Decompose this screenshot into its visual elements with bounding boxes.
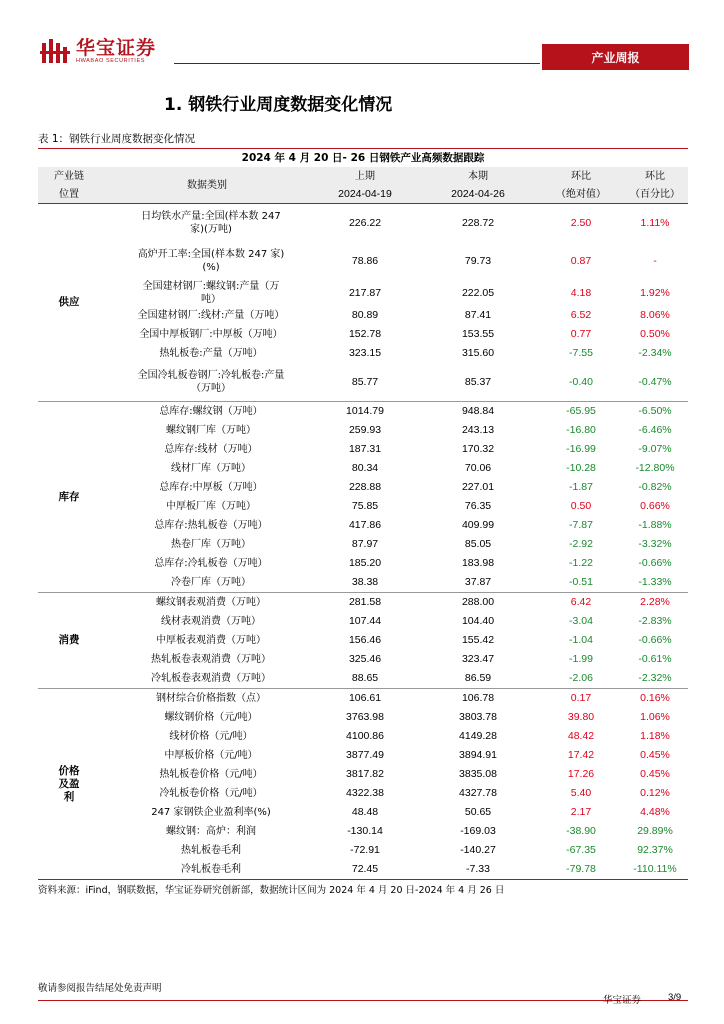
row-pct-change: 0.16% — [640, 692, 670, 704]
row-curr-value: 183.98 — [461, 557, 495, 569]
row-pct-change: 0.66% — [640, 500, 670, 512]
footer-divider — [38, 1000, 688, 1001]
row-curr-value: 86.59 — [416, 669, 540, 689]
row-abs-change: -38.90 — [566, 825, 596, 837]
row-item-label: 热卷厂库（万吨） — [171, 539, 251, 550]
row-abs-change: -65.95 — [566, 405, 596, 417]
table-row — [38, 784, 688, 803]
table-row — [38, 860, 688, 880]
row-prev-value: 72.45 — [314, 860, 416, 880]
table-row — [38, 708, 688, 727]
table-row — [38, 727, 688, 746]
header-curr: 本期 — [416, 167, 540, 185]
row-pct-change: -6.46% — [638, 424, 672, 436]
row-item-label: 中厚板价格（元/吨） — [164, 750, 258, 761]
row-abs-change: 2.50 — [570, 216, 592, 229]
group-label: 库存 — [38, 402, 100, 593]
row-pct-change: -3.32% — [638, 538, 672, 550]
table-row — [38, 440, 688, 459]
row-pct-change: -2.32% — [622, 669, 688, 689]
row-prev-value: 187.31 — [348, 443, 382, 455]
row-abs-change: 2.17 — [570, 806, 592, 818]
row-item-label: 热轧板卷价格（元/吨） — [159, 769, 263, 780]
row-item-label: 中厚板厂库（万吨） — [166, 501, 256, 512]
row-abs-change: 0.77 — [570, 328, 592, 340]
row-item-label: 全国中厚板钢厂:中厚板（万吨） — [139, 329, 283, 340]
row-curr-value: 79.73 — [464, 254, 492, 267]
row-prev-value: 323.15 — [348, 347, 382, 359]
row-pct-change: 1.06% — [640, 711, 670, 723]
table-row — [38, 822, 688, 841]
row-item-label: 冷卷厂库（万吨） — [100, 573, 314, 593]
row-pct-change: -9.07% — [638, 443, 672, 455]
row-abs-change: -7.87 — [569, 519, 593, 531]
row-item-label: 线材厂库（万吨） — [171, 463, 251, 474]
table-row — [38, 631, 688, 650]
header-category: 数据类别 — [100, 167, 314, 204]
row-item-label: 总库存:螺纹钢（万吨） — [159, 406, 263, 417]
row-curr-value: 3894.91 — [459, 749, 497, 761]
row-item-label: 中厚板表观消费（万吨） — [156, 635, 266, 646]
row-item-label: 日均铁水产量:全国(样本数 247 家)(万吨) — [141, 211, 281, 235]
group-label: 消费 — [38, 593, 100, 689]
row-prev-value: 3763.98 — [346, 711, 384, 723]
row-abs-change: 48.42 — [567, 730, 595, 742]
row-abs-change: 6.42 — [570, 596, 592, 608]
logo-cn: 华宝证券 — [76, 36, 157, 59]
row-abs-change: -2.06 — [540, 669, 622, 689]
row-curr-value: 76.35 — [464, 500, 492, 512]
row-prev-value: 152.78 — [348, 328, 382, 340]
row-pct-change: -1.33% — [622, 573, 688, 593]
row-prev-value: 3877.49 — [346, 749, 384, 761]
row-curr-value: 3803.78 — [459, 711, 497, 723]
row-abs-change: 0.50 — [570, 500, 592, 512]
row-item-label: 总库存:线材（万吨） — [164, 444, 258, 455]
row-curr-value: 3835.08 — [459, 768, 497, 780]
row-curr-value: 153.55 — [461, 328, 495, 340]
row-pct-change: -2.34% — [638, 347, 672, 359]
row-pct-change: - — [653, 254, 657, 267]
row-curr-value: 288.00 — [461, 596, 495, 608]
row-abs-change: -1.99 — [569, 653, 593, 665]
report-type-badge: 产业周报 — [542, 44, 689, 70]
row-pct-change: -110.11% — [622, 860, 688, 880]
row-pct-change: 8.06% — [640, 309, 670, 321]
steel-data-table — [38, 148, 688, 880]
row-pct-change: -2.83% — [638, 615, 672, 627]
row-prev-value: 80.34 — [351, 462, 379, 474]
row-curr-value: 4327.78 — [459, 787, 497, 799]
row-abs-change: -7.55 — [569, 347, 593, 359]
row-prev-value: 106.61 — [348, 692, 382, 704]
table-row — [38, 204, 688, 243]
table-row — [38, 242, 688, 280]
header-divider — [174, 63, 540, 64]
row-prev-value: 107.44 — [348, 615, 382, 627]
row-pct-change: 2.28% — [640, 596, 670, 608]
row-prev-value: 4322.38 — [346, 787, 384, 799]
row-prev-value: 185.20 — [348, 557, 382, 569]
group-label: 价格及盈利 — [38, 689, 100, 880]
table-row — [38, 746, 688, 765]
row-item-label: 总库存:热轧板卷（万吨） — [154, 520, 268, 531]
row-curr-value: 170.32 — [461, 443, 495, 455]
row-abs-change: 0.17 — [570, 692, 592, 704]
row-pct-change: -0.82% — [638, 481, 672, 493]
row-item-label: 冷轧板卷毛利 — [100, 860, 314, 880]
row-curr-value: -169.03 — [460, 825, 496, 837]
table-row — [38, 593, 688, 613]
row-prev-value: 281.58 — [348, 596, 382, 608]
row-curr-value: 50.65 — [464, 806, 492, 818]
header-prev-date: 2024-04-19 — [314, 185, 416, 204]
row-abs-change: -0.51 — [540, 573, 622, 593]
row-curr-value: 948.84 — [461, 405, 495, 417]
row-item-label: 螺纹钢表观消费（万吨） — [156, 597, 266, 608]
row-pct-change: 0.45% — [640, 749, 670, 761]
row-item-label: 线材表观消费（万吨） — [161, 616, 261, 627]
row-item-label: 螺纹钢价格（元/吨） — [164, 712, 258, 723]
row-curr-value: 228.72 — [461, 216, 495, 229]
row-prev-value: -72.91 — [350, 844, 380, 856]
row-item-label: 高炉开工率:全国(样本数 247 家)(%) — [137, 249, 285, 273]
row-prev-value: 85.77 — [314, 363, 416, 402]
row-pct-change: -12.80% — [635, 462, 675, 474]
row-item-label: 全国建材钢厂:线材:产量（万吨） — [137, 310, 285, 321]
table-row — [38, 344, 688, 363]
table-row — [38, 459, 688, 478]
header-chain: 产业链 — [38, 167, 100, 185]
group-label: 供应 — [38, 204, 100, 402]
row-item-label: 247 家钢铁企业盈利率(%) — [151, 807, 271, 818]
row-pct-change: 0.50% — [640, 328, 670, 340]
table-caption: 表 1：钢铁行业周度数据变化情况 — [38, 133, 196, 145]
row-prev-value: 3817.82 — [346, 768, 384, 780]
row-item-label: 螺纹钢厂库（万吨） — [166, 425, 256, 436]
table-row — [38, 689, 688, 709]
table-row — [38, 363, 688, 402]
row-item-label: 热轧板卷表观消费（万吨） — [151, 654, 271, 665]
row-abs-change: -16.99 — [566, 443, 596, 455]
row-abs-change: -10.28 — [566, 462, 596, 474]
table-row — [38, 306, 688, 325]
row-curr-value: 37.87 — [416, 573, 540, 593]
row-curr-value: 85.05 — [464, 538, 492, 550]
row-curr-value: 227.01 — [461, 481, 495, 493]
row-curr-value: 323.47 — [461, 653, 495, 665]
row-item-label: 钢材综合价格指数（点） — [156, 693, 266, 704]
row-abs-change: -1.04 — [569, 634, 593, 646]
row-pct-change: 29.89% — [637, 825, 673, 837]
table-row — [38, 650, 688, 669]
row-abs-change: -1.22 — [569, 557, 593, 569]
row-prev-value: 259.93 — [348, 424, 382, 436]
row-curr-value: 155.42 — [461, 634, 495, 646]
row-pct-change: 0.12% — [640, 787, 670, 799]
row-abs-change: 5.40 — [570, 787, 592, 799]
row-abs-change: 6.52 — [570, 309, 592, 321]
table-row — [38, 669, 688, 689]
row-abs-change: 0.87 — [570, 254, 592, 267]
row-prev-value: 38.38 — [314, 573, 416, 593]
table-row — [38, 573, 688, 593]
row-prev-value: 48.48 — [351, 806, 379, 818]
row-pct-change: 1.11% — [640, 216, 670, 229]
row-item-label: 全国建材钢厂:螺纹钢:产量（万吨） — [142, 281, 280, 305]
table-row — [38, 478, 688, 497]
row-pct-change: -6.50% — [638, 405, 672, 417]
header-curr-date: 2024-04-26 — [416, 185, 540, 204]
table-row — [38, 497, 688, 516]
row-curr-value: 222.05 — [461, 286, 495, 299]
row-curr-value: 106.78 — [461, 692, 495, 704]
row-pct-change: -0.66% — [638, 634, 672, 646]
table-row — [38, 803, 688, 822]
row-abs-change: -2.92 — [569, 538, 593, 550]
row-prev-value: -130.14 — [347, 825, 383, 837]
row-pct-change: 92.37% — [637, 844, 673, 856]
logo-en: HWABAO SECURITIES — [76, 57, 145, 64]
row-pct-change: -1.88% — [638, 519, 672, 531]
header-prev: 上期 — [314, 167, 416, 185]
section-title: 1. 钢铁行业周度数据变化情况 — [164, 95, 393, 115]
row-abs-change: -67.35 — [566, 844, 596, 856]
row-item-label: 热轧板卷:产量（万吨） — [159, 348, 263, 359]
row-pct-change: 0.45% — [640, 768, 670, 780]
table-row — [38, 402, 688, 422]
table-row — [38, 554, 688, 573]
header-abs: 环比 — [540, 167, 622, 185]
row-abs-change: 39.80 — [567, 711, 595, 723]
row-prev-value: 4100.86 — [346, 730, 384, 742]
table-row — [38, 516, 688, 535]
row-pct-change: -0.47% — [622, 363, 688, 402]
row-item-label: 总库存:冷轧板卷（万吨） — [154, 558, 268, 569]
row-curr-value: -7.33 — [416, 860, 540, 880]
header-pct-sub: （百分比） — [622, 185, 688, 204]
row-item-label: 总库存:中厚板（万吨） — [159, 482, 263, 493]
row-abs-change: 17.26 — [567, 768, 595, 780]
table-row — [38, 612, 688, 631]
header-chain-sub: 位置 — [38, 185, 100, 204]
row-item-label: 冷轧板卷价格（元/吨） — [159, 788, 263, 799]
row-curr-value: 87.41 — [464, 309, 492, 321]
row-abs-change: -1.87 — [569, 481, 593, 493]
row-curr-value: 4149.28 — [459, 730, 497, 742]
row-curr-value: 243.13 — [461, 424, 495, 436]
row-abs-change: -3.04 — [569, 615, 593, 627]
row-prev-value: 75.85 — [351, 500, 379, 512]
header-pct: 环比 — [622, 167, 688, 185]
table-row — [38, 280, 688, 306]
row-item-label: 全国冷轧板卷钢厂:冷轧板卷:产量（万吨） — [100, 363, 314, 402]
row-prev-value: 88.65 — [314, 669, 416, 689]
row-pct-change: 1.92% — [640, 286, 670, 299]
row-item-label: 螺纹钢：高炉：利润 — [166, 826, 256, 837]
logo-mark-icon — [40, 37, 70, 65]
page-header — [0, 0, 724, 80]
row-pct-change: 1.18% — [640, 730, 670, 742]
row-abs-change: 17.42 — [567, 749, 595, 761]
row-curr-value: -140.27 — [460, 844, 496, 856]
row-abs-change: -16.80 — [566, 424, 596, 436]
page-number: 3/9 — [668, 992, 682, 1003]
company-logo — [40, 36, 156, 66]
header-abs-sub: （绝对值） — [540, 185, 622, 204]
row-abs-change: -0.40 — [540, 363, 622, 402]
row-item-label: 冷轧板卷表观消费（万吨） — [100, 669, 314, 689]
footer-company: 华宝证券 — [603, 995, 642, 1006]
row-curr-value: 85.37 — [416, 363, 540, 402]
row-prev-value: 80.89 — [351, 309, 379, 321]
table-row — [38, 421, 688, 440]
row-curr-value: 70.06 — [464, 462, 492, 474]
row-pct-change: 4.48% — [640, 806, 670, 818]
footer-disclaimer: 敬请参阅报告结尾处免责声明 — [38, 983, 162, 994]
row-curr-value: 409.99 — [461, 519, 495, 531]
row-prev-value: 1014.79 — [346, 405, 384, 417]
row-abs-change: -79.78 — [540, 860, 622, 880]
table-title: 2024 年 4 月 20 日- 26 日钢铁产业高频数据跟踪 — [38, 149, 688, 168]
row-prev-value: 228.88 — [348, 481, 382, 493]
row-pct-change: -0.66% — [638, 557, 672, 569]
table-row — [38, 841, 688, 860]
row-item-label: 热轧板卷毛利 — [181, 845, 241, 856]
row-prev-value: 325.46 — [348, 653, 382, 665]
table-row — [38, 765, 688, 784]
row-prev-value: 417.86 — [348, 519, 382, 531]
row-item-label: 线材价格（元/吨） — [169, 731, 253, 742]
row-curr-value: 104.40 — [461, 615, 495, 627]
source-note: 资料来源：iFind，钢联数据，华宝证券研究创新部，数据统计区间为 2024 年 4 月 20 日-2024 年 4 月 26 日 — [38, 885, 505, 896]
row-abs-change: 4.18 — [570, 286, 592, 299]
row-prev-value: 78.86 — [351, 254, 379, 267]
row-pct-change: -0.61% — [638, 653, 672, 665]
row-prev-value: 217.87 — [348, 286, 382, 299]
table-row — [38, 535, 688, 554]
table-row — [38, 325, 688, 344]
row-prev-value: 87.97 — [351, 538, 379, 550]
row-prev-value: 156.46 — [348, 634, 382, 646]
row-curr-value: 315.60 — [461, 347, 495, 359]
row-prev-value: 226.22 — [348, 216, 382, 229]
